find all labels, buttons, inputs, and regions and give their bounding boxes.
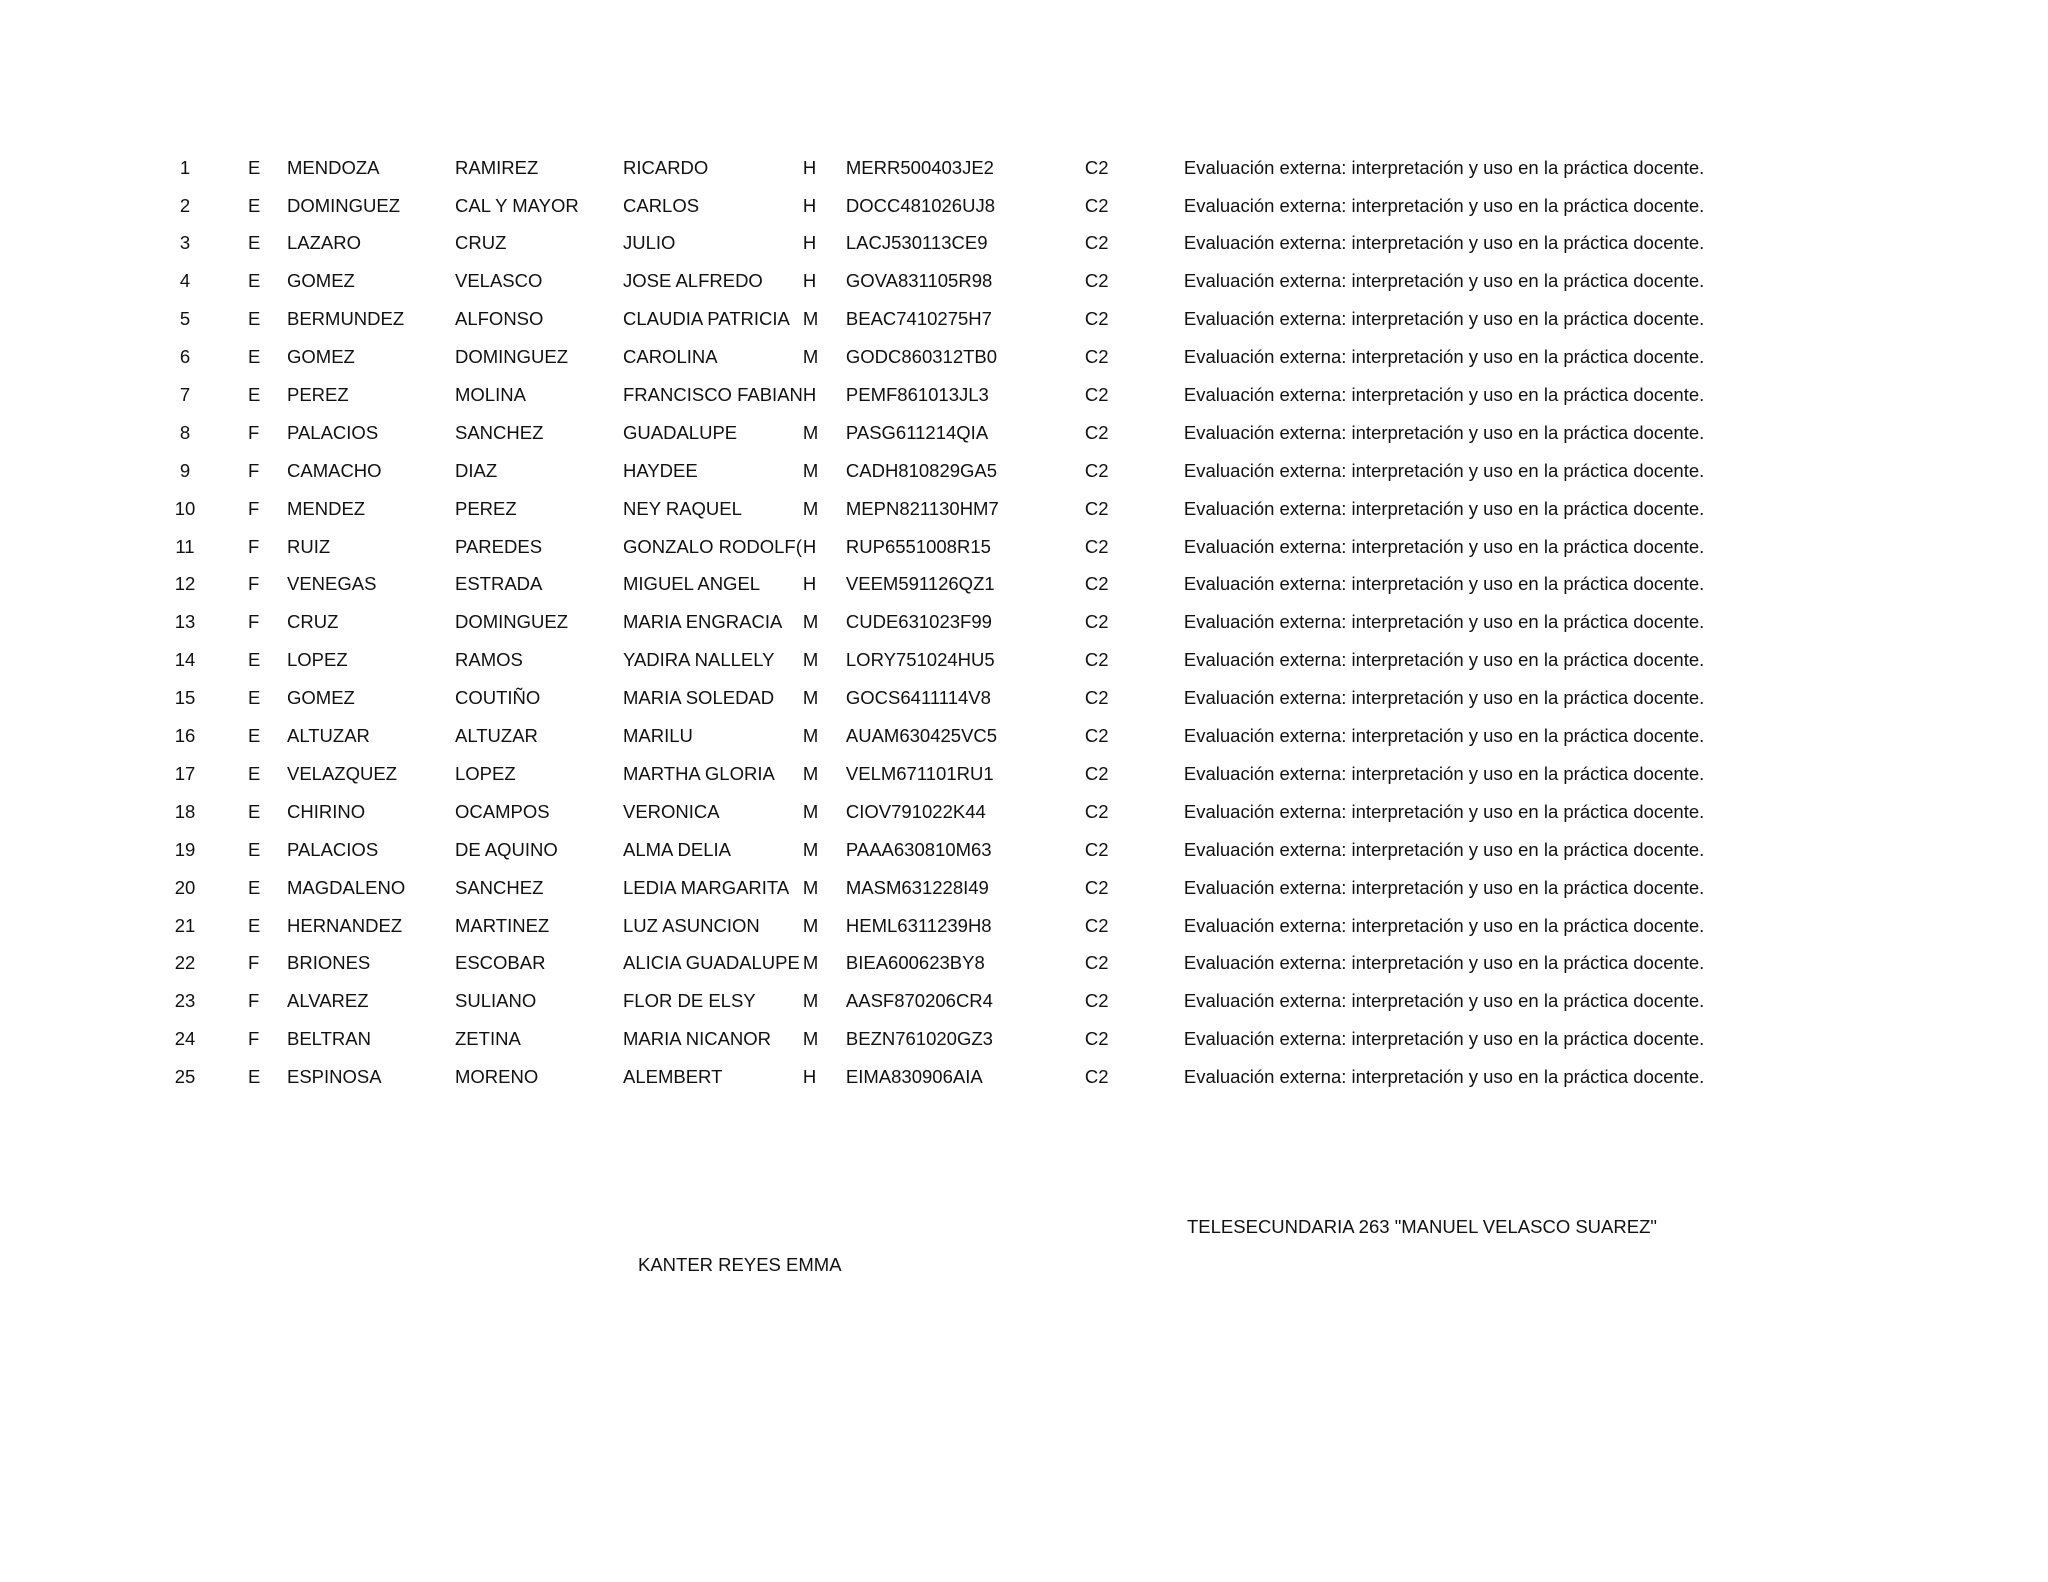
given-name-cell: CAROLINA [623, 346, 718, 368]
row-number-cell: 9 [179, 459, 191, 481]
category-code: F [248, 497, 260, 519]
table-row [160, 717, 1744, 755]
category-code-cell [210, 528, 287, 566]
rfc-code-cell: PASG611214QIA [845, 421, 989, 443]
director-name: KANTER REYES EMMA [638, 1254, 842, 1275]
table-row [160, 149, 1744, 187]
category-code: F [248, 573, 260, 595]
given-name-cell: MARILU [623, 725, 693, 747]
course-key-cell: C2 [1084, 914, 1109, 936]
given-name-cell: NEY RAQUEL [623, 497, 742, 519]
category-code-cell [210, 490, 287, 528]
category-code: E [248, 194, 261, 216]
table-row [160, 945, 1744, 983]
rfc-code-cell: VELM671101RU1 [845, 762, 994, 784]
second-surname-cell: SANCHEZ [455, 876, 544, 898]
course-key-cell: C2 [1084, 156, 1109, 178]
course-title-cell: Evaluación externa: interpretación y uso en la práctica docente. [1183, 838, 1705, 860]
row-number-cell: 1 [179, 156, 191, 178]
course-key-cell: C2 [1084, 421, 1109, 443]
table-row [160, 793, 1744, 831]
row-number-cell: 16 [174, 725, 196, 747]
row-number-cell: 22 [174, 952, 196, 974]
second-surname-cell: CRUZ [455, 232, 507, 254]
second-surname-cell: PAREDES [455, 535, 543, 557]
sex-code-cell: M [802, 459, 819, 481]
category-code: E [248, 800, 261, 822]
first-surname-cell: GOMEZ [287, 346, 355, 368]
sex-code-cell: H [802, 1066, 817, 1088]
second-surname-cell: DOMINGUEZ [455, 611, 569, 633]
category-code: E [248, 308, 261, 330]
rfc-code-cell: PEMF861013JL3 [845, 384, 989, 406]
course-title-cell: Evaluación externa: interpretación y uso en la práctica docente. [1183, 194, 1705, 216]
second-surname-cell: MOLINA [455, 384, 526, 406]
course-title-cell: Evaluación externa: interpretación y uso en la práctica docente. [1183, 497, 1705, 519]
course-title-cell: Evaluación externa: interpretación y uso en la práctica docente. [1183, 535, 1705, 557]
second-surname-cell: ALFONSO [455, 308, 544, 330]
second-surname-cell: CAL Y MAYOR [455, 194, 579, 216]
second-surname-cell: PEREZ [455, 497, 517, 519]
category-code: E [248, 232, 261, 254]
course-key-cell: C2 [1084, 876, 1109, 898]
given-name-cell: CLAUDIA PATRICIA [623, 308, 790, 330]
first-surname-cell: PEREZ [287, 384, 349, 406]
row-number-cell: 6 [179, 346, 191, 368]
rfc-code-cell: GOVA831105R98 [845, 270, 993, 292]
rfc-code-cell: CUDE631023F99 [845, 611, 992, 633]
course-title-cell: Evaluación externa: interpretación y uso en la práctica docente. [1183, 800, 1705, 822]
category-code-cell [210, 642, 287, 680]
given-name-cell: MARIA ENGRACIA [623, 611, 783, 633]
course-key-cell: C2 [1084, 194, 1109, 216]
course-key-cell: C2 [1084, 573, 1109, 595]
second-surname-cell: COUTIÑO [455, 687, 541, 709]
first-surname-cell: BELTRAN [287, 1028, 371, 1050]
first-surname-cell: PALACIOS [287, 421, 379, 443]
second-surname-cell: MORENO [455, 1066, 539, 1088]
course-title-cell: Evaluación externa: interpretación y uso en la práctica docente. [1183, 914, 1705, 936]
course-title-cell: Evaluación externa: interpretación y uso en la práctica docente. [1183, 725, 1705, 747]
category-code: F [248, 990, 260, 1012]
rfc-code-cell: MERR500403JE2 [845, 156, 994, 178]
table-row [160, 869, 1744, 907]
teacher-roster-table [160, 149, 1744, 1096]
sex-code-cell: M [802, 914, 819, 936]
course-title-cell: Evaluación externa: interpretación y uso en la práctica docente. [1183, 762, 1705, 784]
rfc-code-cell: BIEA600623BY8 [845, 952, 985, 974]
category-code-cell [210, 301, 287, 339]
course-title-cell: Evaluación externa: interpretación y uso en la práctica docente. [1183, 990, 1705, 1012]
rfc-code-cell: VEEM591126QZ1 [845, 573, 995, 595]
given-name-cell: MARIA NICANOR [623, 1028, 772, 1050]
table-row [160, 831, 1744, 869]
category-code-cell [210, 263, 287, 301]
sex-code-cell: M [802, 762, 819, 784]
category-code-cell [210, 566, 287, 604]
course-key-cell: C2 [1084, 232, 1109, 254]
rfc-code-cell: LORY751024HU5 [845, 649, 995, 671]
category-code-cell [210, 452, 287, 490]
category-code-cell [210, 679, 287, 717]
course-title-cell: Evaluación externa: interpretación y uso en la práctica docente. [1183, 384, 1705, 406]
category-code-cell [210, 149, 287, 187]
course-title-cell: Evaluación externa: interpretación y uso en la práctica docente. [1183, 270, 1705, 292]
table-row [160, 376, 1744, 414]
first-surname-cell: MENDEZ [287, 497, 366, 519]
category-code-cell [210, 225, 287, 263]
given-name-cell: MARTHA GLORIA [623, 762, 775, 784]
course-key-cell: C2 [1084, 649, 1109, 671]
rfc-code-cell: GODC860312TB0 [845, 346, 998, 368]
roster-body [160, 149, 1744, 1096]
course-title-cell: Evaluación externa: interpretación y uso en la práctica docente. [1183, 156, 1705, 178]
row-number-cell: 17 [174, 762, 196, 784]
sex-code-cell: M [802, 725, 819, 747]
category-code: E [248, 725, 261, 747]
school-name: TELESECUNDARIA 263 "MANUEL VELASCO SUAREZ" [1187, 1216, 1657, 1237]
sex-code-cell: H [802, 194, 817, 216]
category-code: E [248, 762, 261, 784]
first-surname-cell: GOMEZ [287, 687, 355, 709]
category-code-cell [210, 717, 287, 755]
course-key-cell: C2 [1084, 459, 1109, 481]
sex-code-cell: M [802, 649, 819, 671]
first-surname-cell: MENDOZA [287, 156, 380, 178]
given-name-cell: ALMA DELIA [623, 838, 731, 860]
given-name-cell: MIGUEL ANGEL [623, 573, 761, 595]
sex-code-cell: M [802, 876, 819, 898]
rfc-code-cell: DOCC481026UJ8 [845, 194, 995, 216]
table-row [160, 755, 1744, 793]
first-surname-cell: ALVAREZ [287, 990, 369, 1012]
sex-code-cell: H [802, 573, 817, 595]
second-surname-cell: DIAZ [455, 459, 498, 481]
course-key-cell: C2 [1084, 270, 1109, 292]
rfc-code-cell: MEPN821130HM7 [845, 497, 999, 519]
table-row [160, 263, 1744, 301]
second-surname-cell: ESTRADA [455, 573, 543, 595]
rfc-code-cell: MASM631228I49 [845, 876, 989, 898]
given-name-cell: GONZALO RODOLF( [623, 535, 802, 557]
table-row [160, 604, 1744, 642]
category-code: E [248, 649, 261, 671]
course-key-cell: C2 [1084, 762, 1109, 784]
course-title-cell: Evaluación externa: interpretación y uso en la práctica docente. [1183, 611, 1705, 633]
sex-code-cell: M [802, 952, 819, 974]
first-surname-cell: CRUZ [287, 611, 339, 633]
row-number-cell: 3 [179, 232, 191, 254]
course-key-cell: C2 [1084, 1028, 1109, 1050]
course-key-cell: C2 [1084, 952, 1109, 974]
first-surname-cell: ALTUZAR [287, 725, 370, 747]
category-code: F [248, 1028, 260, 1050]
given-name-cell: ALICIA GUADALUPE [623, 952, 800, 974]
row-number-cell: 2 [179, 194, 191, 216]
table-row [160, 907, 1744, 945]
course-key-cell: C2 [1084, 1066, 1109, 1088]
first-surname-cell: CHIRINO [287, 800, 366, 822]
category-code-cell [210, 187, 287, 225]
rfc-code-cell: BEZN761020GZ3 [845, 1028, 993, 1050]
course-key-cell: C2 [1084, 308, 1109, 330]
row-number-cell: 24 [174, 1028, 196, 1050]
given-name-cell: MARIA SOLEDAD [623, 687, 775, 709]
course-title-cell: Evaluación externa: interpretación y uso en la práctica docente. [1183, 232, 1705, 254]
category-code-cell [210, 376, 287, 414]
rfc-code-cell: RUP6551008R15 [845, 535, 991, 557]
category-code: F [248, 535, 260, 557]
row-number-cell: 18 [174, 800, 196, 822]
course-title-cell: Evaluación externa: interpretación y uso en la práctica docente. [1183, 876, 1705, 898]
category-code: E [248, 270, 261, 292]
rfc-code-cell: CADH810829GA5 [845, 459, 998, 481]
second-surname-cell: SULIANO [455, 990, 537, 1012]
first-surname-cell: LOPEZ [287, 649, 348, 671]
first-surname-cell: LAZARO [287, 232, 362, 254]
category-code: E [248, 1066, 261, 1088]
course-title-cell: Evaluación externa: interpretación y uso en la práctica docente. [1183, 308, 1705, 330]
category-code-cell [210, 907, 287, 945]
course-title-cell: Evaluación externa: interpretación y uso en la práctica docente. [1183, 459, 1705, 481]
given-name-cell: ALEMBERT [623, 1066, 723, 1088]
category-code-cell [210, 1020, 287, 1058]
given-name-cell: GUADALUPE [623, 421, 738, 443]
first-surname-cell: PALACIOS [287, 838, 379, 860]
category-code: F [248, 952, 260, 974]
table-row [160, 187, 1744, 225]
second-surname-cell: ZETINA [455, 1028, 521, 1050]
first-surname-cell: CAMACHO [287, 459, 382, 481]
first-surname-cell: ESPINOSA [287, 1066, 382, 1088]
first-surname-cell: BRIONES [287, 952, 371, 974]
table-row [160, 414, 1744, 452]
row-number-cell: 7 [179, 384, 191, 406]
category-code: E [248, 346, 261, 368]
table-row [160, 225, 1744, 263]
given-name-cell: VERONICA [623, 800, 720, 822]
sex-code-cell: M [802, 800, 819, 822]
category-code: E [248, 838, 261, 860]
second-surname-cell: LOPEZ [455, 762, 516, 784]
category-code: E [248, 876, 261, 898]
table-row [160, 679, 1744, 717]
first-surname-cell: BERMUNDEZ [287, 308, 405, 330]
sex-code-cell: H [802, 384, 817, 406]
row-number-cell: 23 [174, 990, 196, 1012]
first-surname-cell: VELAZQUEZ [287, 762, 397, 784]
sex-code-cell: M [802, 308, 819, 330]
category-code: E [248, 156, 261, 178]
category-code-cell [210, 1058, 287, 1096]
sex-code-cell: H [802, 232, 817, 254]
course-title-cell: Evaluación externa: interpretación y uso en la práctica docente. [1183, 952, 1705, 974]
row-number-cell: 20 [174, 876, 196, 898]
course-title-cell: Evaluación externa: interpretación y uso en la práctica docente. [1183, 573, 1705, 595]
sex-code-cell: H [802, 270, 817, 292]
rfc-code-cell: BEAC7410275H7 [845, 308, 992, 330]
category-code-cell [210, 755, 287, 793]
given-name-cell: JULIO [623, 232, 676, 254]
course-title-cell: Evaluación externa: interpretación y uso en la práctica docente. [1183, 346, 1705, 368]
sex-code-cell: M [802, 1028, 819, 1050]
sex-code-cell: M [802, 611, 819, 633]
given-name-cell: CARLOS [623, 194, 700, 216]
sex-code-cell: M [802, 687, 819, 709]
first-surname-cell: HERNANDEZ [287, 914, 403, 936]
sex-code-cell: M [802, 421, 819, 443]
category-code-cell [210, 604, 287, 642]
given-name-cell: FLOR DE ELSY [623, 990, 756, 1012]
table-row [160, 338, 1744, 376]
table-row [160, 528, 1744, 566]
rfc-code-cell: HEML6311239H8 [845, 914, 992, 936]
row-number-cell: 19 [174, 838, 196, 860]
category-code: E [248, 687, 261, 709]
first-surname-cell: DOMINGUEZ [287, 194, 401, 216]
sex-code-cell: M [802, 346, 819, 368]
second-surname-cell: VELASCO [455, 270, 543, 292]
course-key-cell: C2 [1084, 497, 1109, 519]
second-surname-cell: OCAMPOS [455, 800, 550, 822]
course-title-cell: Evaluación externa: interpretación y uso en la práctica docente. [1183, 687, 1705, 709]
second-surname-cell: ESCOBAR [455, 952, 546, 974]
sex-code-cell: M [802, 990, 819, 1012]
course-key-cell: C2 [1084, 535, 1109, 557]
row-number-cell: 13 [174, 611, 196, 633]
given-name-cell: HAYDEE [623, 459, 698, 481]
row-number-cell: 15 [174, 687, 196, 709]
sex-code-cell: H [802, 535, 817, 557]
second-surname-cell: MARTINEZ [455, 914, 550, 936]
rfc-code-cell: LACJ530113CE9 [845, 232, 988, 254]
given-name-cell: LUZ ASUNCION [623, 914, 760, 936]
second-surname-cell: RAMIREZ [455, 156, 539, 178]
rfc-code-cell: CIOV791022K44 [845, 800, 986, 822]
table-row [160, 566, 1744, 604]
course-title-cell: Evaluación externa: interpretación y uso en la práctica docente. [1183, 1066, 1705, 1088]
course-key-cell: C2 [1084, 687, 1109, 709]
category-code: F [248, 611, 260, 633]
row-number-cell: 25 [174, 1066, 196, 1088]
rfc-code-cell: PAAA630810M63 [845, 838, 992, 860]
row-number-cell: 4 [179, 270, 191, 292]
table-row [160, 301, 1744, 339]
row-number-cell: 8 [179, 421, 191, 443]
category-code: E [248, 384, 261, 406]
rfc-code-cell: AASF870206CR4 [845, 990, 993, 1012]
second-surname-cell: DE AQUINO [455, 838, 558, 860]
given-name-cell: FRANCISCO FABIAN [623, 384, 803, 406]
course-key-cell: C2 [1084, 990, 1109, 1012]
table-row [160, 983, 1744, 1021]
table-row [160, 452, 1744, 490]
second-surname-cell: DOMINGUEZ [455, 346, 569, 368]
row-number-cell: 5 [179, 308, 191, 330]
sex-code-cell: M [802, 838, 819, 860]
course-key-cell: C2 [1084, 800, 1109, 822]
row-number-cell: 21 [174, 914, 196, 936]
given-name-cell: LEDIA MARGARITA [623, 876, 790, 898]
given-name-cell: RICARDO [623, 156, 709, 178]
course-key-cell: C2 [1084, 838, 1109, 860]
category-code-cell [210, 414, 287, 452]
row-number-cell: 11 [175, 535, 195, 557]
course-title-cell: Evaluación externa: interpretación y uso en la práctica docente. [1183, 1028, 1705, 1050]
given-name-cell: JOSE ALFREDO [623, 270, 763, 292]
sex-code-cell: M [802, 497, 819, 519]
category-code: E [248, 914, 261, 936]
row-number-cell: 12 [174, 573, 196, 595]
rfc-code-cell: EIMA830906AIA [845, 1066, 983, 1088]
category-code-cell [210, 793, 287, 831]
first-surname-cell: GOMEZ [287, 270, 355, 292]
second-surname-cell: ALTUZAR [455, 725, 538, 747]
course-key-cell: C2 [1084, 611, 1109, 633]
category-code-cell [210, 983, 287, 1021]
category-code-cell [210, 831, 287, 869]
course-key-cell: C2 [1084, 384, 1109, 406]
second-surname-cell: SANCHEZ [455, 421, 544, 443]
given-name-cell: YADIRA NALLELY [623, 649, 775, 671]
first-surname-cell: VENEGAS [287, 573, 377, 595]
table-row [160, 642, 1744, 680]
table-row [160, 490, 1744, 528]
second-surname-cell: RAMOS [455, 649, 523, 671]
rfc-code-cell: AUAM630425VC5 [845, 725, 998, 747]
table-row [160, 1058, 1744, 1096]
category-code-cell [210, 945, 287, 983]
course-title-cell: Evaluación externa: interpretación y uso en la práctica docente. [1183, 649, 1705, 671]
category-code-cell [210, 869, 287, 907]
course-title-cell: Evaluación externa: interpretación y uso en la práctica docente. [1183, 421, 1705, 443]
category-code: F [248, 459, 260, 481]
first-surname-cell: RUIZ [287, 535, 331, 557]
first-surname-cell: MAGDALENO [287, 876, 406, 898]
sex-code-cell: H [802, 156, 817, 178]
course-key-cell: C2 [1084, 346, 1109, 368]
rfc-code-cell: GOCS6411114V8 [845, 687, 991, 709]
category-code-cell [210, 338, 287, 376]
row-number-cell: 10 [174, 497, 196, 519]
category-code: F [248, 421, 260, 443]
row-number-cell: 14 [174, 649, 196, 671]
course-key-cell: C2 [1084, 725, 1109, 747]
table-row [160, 1020, 1744, 1058]
